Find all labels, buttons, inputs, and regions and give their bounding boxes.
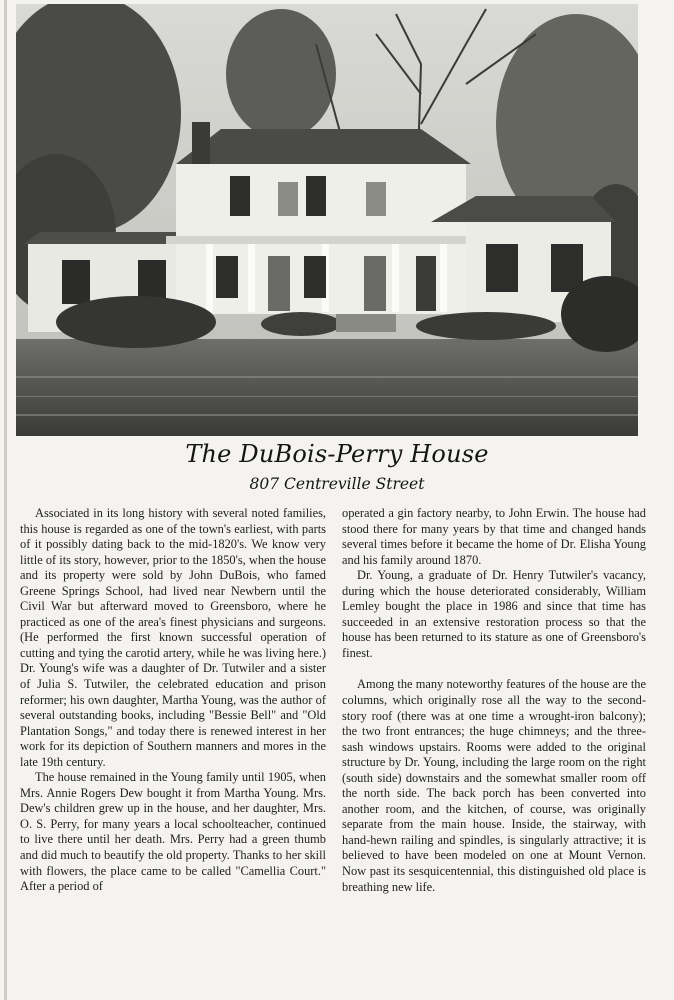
right-column [342,506,646,895]
article-address: 807 Centreville Street [249,475,425,493]
article-title: The DuBois-Perry House [185,440,489,468]
left-column [20,506,326,895]
left-paragraph-2: The house remained in the Young family until 1905, when Mrs. Annie Rogers Dew bought it from Martha Young. Mrs. Dew's children grew up in the house, and her daughter, Mrs. O. S. Perry, for many years a local schoolteacher, continued to live there until her death. Mrs. Perry had a green thumb and did much to beautify the old property. Thanks to her skill with flowers, the place came to be called "Camellia Court." After a period of [20,770,326,894]
left-paragraph-1: Associated in its long history with several noted families, this house is regarded as one of the town's earliest, with parts of it possibly dating back to the mid-1820's. We know very little of its story, however, prior to the 1850's, when the house and its property were sold by John DuBois, who famed Greene Springs School, had lived near Newbern until the Civil War but afterward moved to Greensboro, where he practiced as one of the area's finest physicians and surgeons. (He performed the first known successful operation of cutting and tying the carotid artery, while he was living here.) Dr. Young's wife was a daughter of Dr. Tutwiler and a sister of Julia S. Tutwiler, the celebrated education and prison reformer; his own daughter, Martha Young, was the author of several outstanding books, including "Bessie Bell" and "Old Plantation Songs," and today there is renewed interest in her work for its depiction of Southern manners and mores in the late 19th century. [20,506,326,769]
right-paragraph-3: Among the many noteworthy features of the house are the columns, which originally rose all the way to the second-story roof (there was at one time a wrought-iron balcony); the two front entrances; the huge chimneys; and the three-sash windows upstairs. Rooms were added to the original structure by Dr. Young, including the large room on the right (south side) downstairs and the somewhat smaller room off the north side. The back porch has been converted into another room, and the kitchen, of course, was originally separate from the main house. Inside, the stairway, with hand-hewn railing and spindles, is singularly attractive; it is believed to have been modeled on one at Mount Vernon. Now past its sesquicentennial, this distinguished old place is breathing new life. [342,677,646,894]
right-paragraph-1: operated a gin factory nearby, to John Erwin. The house had stood there for many years by that time and changed hands several times before it became the home of Dr. Elisha Young and his family around 1870. [342,506,646,567]
house-photograph [16,4,638,436]
page-edge [4,0,7,1000]
right-paragraph-2: Dr. Young, a graduate of Dr. Henry Tutwiler's vacancy, during which the house deteriorated considerably, William Lemley bought the place in 1986 and since that time has succeeded in an extensive restoration process so that the house has been returned to its stature as one of Greensboro's finest. [342,568,646,660]
